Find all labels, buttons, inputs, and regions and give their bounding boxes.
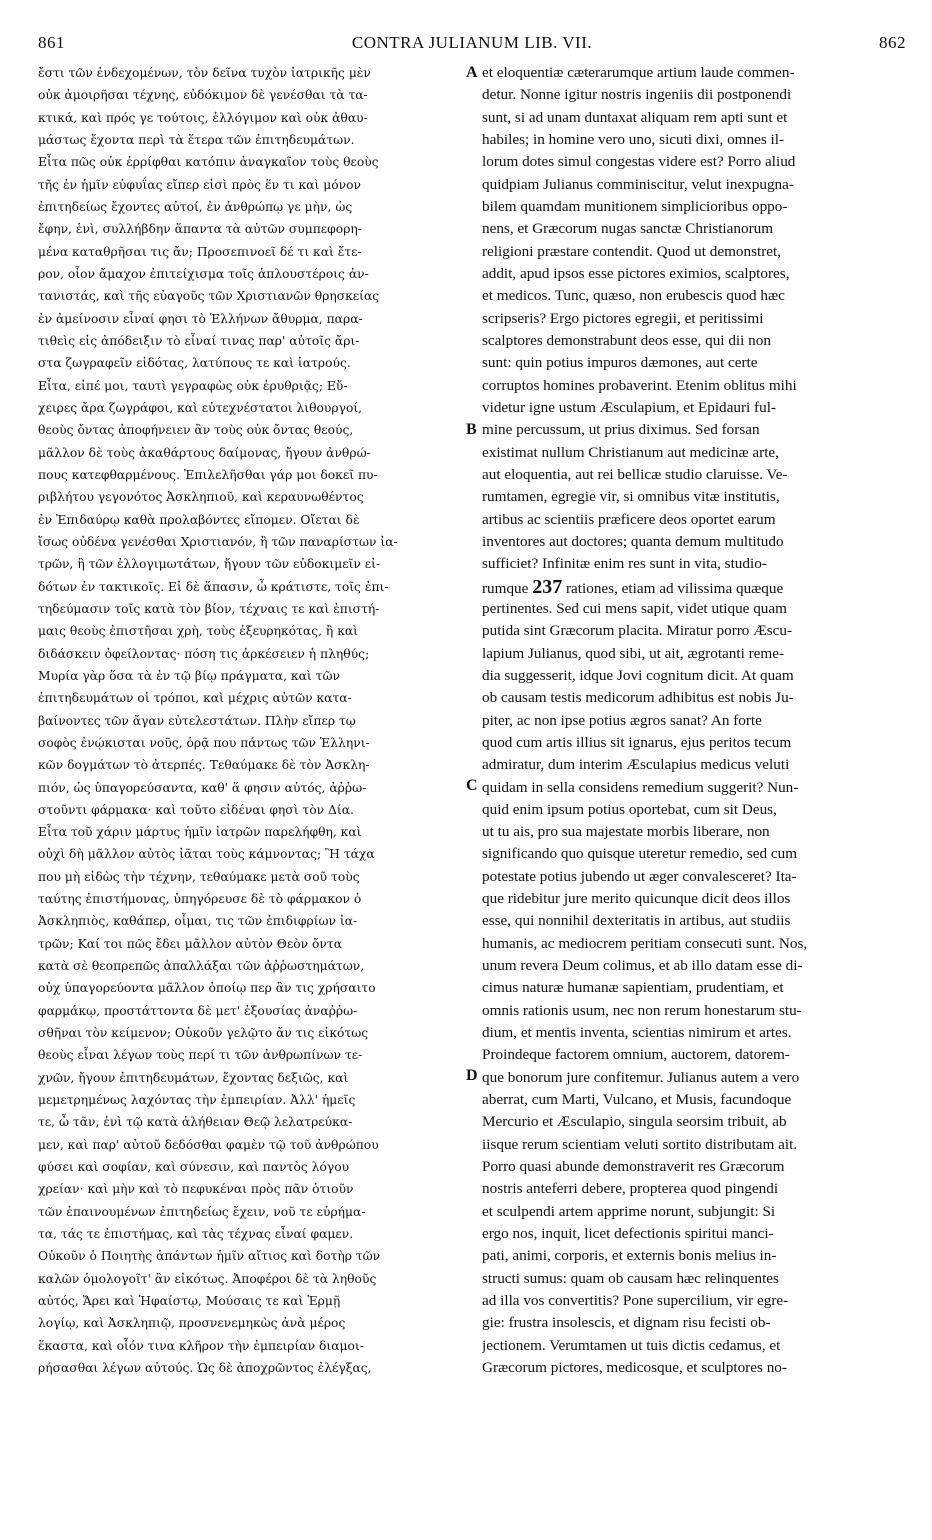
greek-text-line: χειρες ἄρα ζωγράφοι, καὶ εὐτεχνέστατοι λιθουργοί,	[38, 400, 363, 415]
greek-text-line: οὐχ ὑπαγορεύοντα μᾶλλον ὁποίῳ περ ἂν τις χρήσαιτο	[38, 981, 376, 996]
greek-text-line: ἐν ἀμείνοσιν εἶναί φησι τὸ Ἑλλήνων ἄθυρμα, παρα-	[38, 311, 363, 326]
latin-text-line: jectionem. Verumtamen ut tuis dictis cedamus, et	[482, 1336, 781, 1354]
latin-text-line: sunt, si ad unam duntaxat aliquam rem apti sunt et	[482, 108, 788, 126]
latin-text-line: iisque rerum scientiam veluti sortito distributam ait.	[482, 1135, 798, 1153]
latin-text-line: nostris anteferri debere, propterea quod pingendi	[482, 1180, 779, 1198]
latin-text-line: et sculpendi artem apprime norunt, subjungit: Si	[482, 1202, 776, 1220]
latin-text-line: Græcorum pictores, medicosque, et sculptores no-	[482, 1359, 787, 1377]
greek-text-line: κατὰ σὲ θεοπρεπῶς ἀπαλλάξαι τῶν ἀῤῥωστημάτων,	[38, 959, 365, 974]
latin-text-line: Mercurio et Æsculapio, singula seorsim tribuit, ab	[482, 1113, 787, 1131]
greek-text-line: καλῶν ὁμολογοῖτ' ἂν εἰκότως. Ἀποφέροι δὲ τὰ ληθοῦς	[38, 1271, 377, 1286]
greek-text-line: χρείαν· καὶ μὴν καὶ τὸ πεφυκέναι πρὸς πᾶν ὁτιοῦν	[38, 1182, 354, 1197]
latin-text-line: aberrat, cum Marti, Vulcano, et Musis, facundoque	[482, 1091, 792, 1109]
greek-text-line: ἐν Ἐπιδαύρῳ καθὰ προλαβόντες εἴπομεν. Οἴεται δὲ	[38, 512, 360, 527]
greek-text-line: μεν, καὶ παρ' αὐτοῦ δεδόσθαι φαμὲν τῷ τοῦ ἀνθρώπου	[38, 1137, 379, 1152]
section-marker-a: A	[466, 64, 478, 81]
greek-text-line: θεοὺς εἶναι λέγων τοὺς περί τι τῶν ἀνθρωπίνων τε-	[38, 1048, 363, 1063]
greek-text-line: ρήσασθαι λέγων αὐτούς. Ὡς δὲ ἀποχρῶντος ἐλέγξας,	[38, 1361, 372, 1376]
section-marker-c: C	[466, 777, 478, 794]
latin-text-line: sufficiet? Infinitæ enim res sunt in vita, studio-	[482, 555, 767, 573]
folio-number: 237	[532, 575, 563, 598]
greek-text-line: σθῆναι τὸν κείμενον; Οὐκοῦν γελῷτο ἄν τις εἰκότως	[38, 1026, 369, 1041]
latin-text-line: admiratur, dum interim Æsculapius medicus veluti	[482, 756, 790, 774]
latin-text-line: ergo nos, inquit, licet defectionis spiritui manci-	[482, 1225, 774, 1243]
latin-text-line: scripseris? Ergo pictores egregii, et peritissimi	[482, 309, 764, 327]
greek-text-line: ἴσως οὐδένα γενέσθαι Χριστιανόν, ἢ τῶν παναρίστων ἰα-	[38, 534, 398, 549]
greek-text-line: τρῶν, ἢ τῶν ἐλλογιμωτάτων, ἤγουν τῶν εὐδοκιμεῖν εἰ-	[38, 557, 381, 572]
greek-text-line: βαίνοντες τῶν ἄγαν εὐτελεστάτων. Πλὴν εἴπερ τῳ	[38, 713, 356, 728]
greek-text-line: πους κατεφθαρμένους. Ἐπιλελῆσθαι γάρ μοι δοκεῖ πυ-	[38, 467, 378, 482]
latin-text-line: gie: frustra insolescis, et dignam risu fecisti ob-	[482, 1314, 771, 1332]
latin-text-line: ob causam testis medicorum adhibitus est nobis Ju-	[482, 689, 794, 707]
greek-text-line: οὐκ ἀμοιρῆσαι τέχνης, εὐδόκιμον δὲ γενέσθαι τὰ τα-	[38, 88, 368, 103]
latin-text-line: religioni præstare contendit. Quod ut demonstret,	[482, 242, 782, 260]
greek-text-line: στοῦντι φάρμακα· καὶ τοῦτο εἰδέναι φησὶ τὸν Δία.	[38, 802, 354, 817]
greek-text-line: φύσει καὶ σοφίαν, καὶ σύνεσιν, καὶ παντὸς λόγου	[38, 1160, 350, 1175]
latin-text-line: quidpiam Julianus comminiscitur, velut inexpugna-	[482, 175, 794, 193]
latin-text-line: quidam in sella considens remedium suggerit? Nun-	[482, 778, 799, 796]
latin-text-line: nens, et Græcorum nugas sanctæ Christianorum	[482, 220, 774, 238]
greek-text-line: ἔστι τῶν ἐνδεχομένων, τὸν δεῖνα τυχὸν ἰατρικῆς μὲν	[38, 66, 371, 80]
latin-text-line: rumtamen, egregie vir, si omnibus vitæ institutis,	[482, 488, 780, 506]
latin-text-line: dium, et mentis inventa, scientias nimirum et artes.	[482, 1024, 792, 1042]
greek-text-line: οὐχὶ δὴ μᾶλλον αὐτὸς ἰᾶται τοὺς κάμνοντας; Ἢ τάχα	[38, 847, 375, 862]
greek-text-line: διδάσκειν ὀφείλοντας· πόση τις ἀρκέσειεν ἡ πληθύς;	[38, 646, 370, 661]
latin-text-line: pertinentes. Sed cui mens sapit, videt utique quam	[482, 599, 787, 617]
latin-text-line: que bonorum jure confitemur. Julianus autem a vero	[482, 1068, 800, 1086]
greek-text-line: κτικά, καὶ πρός γε τούτοις, ἐλλόγιμον καὶ οὐκ ἀθαυ-	[38, 110, 368, 125]
latin-text-line: omnis rationis usum, nec non rerum honestarum stu-	[482, 1001, 802, 1019]
latin-text-line: bilem quamdam munitionem simplicioribus oppo-	[482, 197, 788, 215]
greek-text-line: μεμετρημένως λαχόντας τὴν ἐμπειρίαν. Ἀλλ' ἡμεῖς	[38, 1093, 356, 1108]
section-marker-d: D	[466, 1067, 478, 1084]
latin-text-line: Porro quasi abunde demonstraverit res Græcorum	[482, 1158, 785, 1176]
greek-text-line: κῶν δογμάτων τὸ ἀτερπές. Τεθαύμακε δὲ τὸν Ἀσκλη-	[38, 758, 370, 773]
greek-text-line: τῶν ἐπαινουμένων ἐπιτηδείως ἔχειν, νοῦ τε εὑρήμα-	[38, 1204, 366, 1219]
greek-text-line: λογίῳ, καὶ Ἀσκληπιῷ, προσνενεμηκὼς ἀνὰ μέρος	[38, 1316, 346, 1331]
latin-text-line: ad illa vos convertitis? Pone supercilium, vir egre-	[482, 1292, 789, 1310]
latin-text-line: putida sint Græcorum placita. Miratur porro Æscu-	[482, 622, 793, 640]
page-number-right: 862	[879, 33, 906, 52]
page-number-left: 861	[38, 33, 65, 52]
greek-text-line: Μυρία γὰρ ὅσα τὰ ἐν τῷ βίῳ πράγματα, καὶ τῶν	[38, 668, 340, 683]
page-header	[38, 33, 906, 57]
latin-text-line: mine percussum, ut prius diximus. Sed forsan	[482, 421, 760, 439]
greek-text-line: χνῶν, ἤγουν ἐπιτηδευμάτων, ἔχοντας δεξιῶς, καὶ	[38, 1070, 349, 1085]
greek-text-line: ἐπιτηδευμάτων οἱ τρόποι, καὶ μέχρις αὐτῶν κατα-	[38, 691, 352, 706]
latin-text-line: detur. Nonne igitur nostris ingeniis dii postponendi	[482, 86, 792, 104]
latin-text-line: piter, ac non ipse potius ægros sanat? An forte	[482, 711, 762, 729]
latin-text-line: corruptos homines probaverint. Etenim oblitus mihi	[482, 376, 797, 394]
greek-text-line: ριβλήτου γεγονότος Ἀσκληπιοῦ, καὶ κεραυνωθέντος	[38, 490, 364, 505]
greek-text-line: αὐτός, Ἄρει καὶ Ἡφαίστῳ, Μούσαις τε καὶ Ἑρμῇ	[38, 1294, 341, 1309]
greek-text-line: πιόν, ὡς ὑπαγορεύσαντα, καθ' ἅ φησιν αὐτός, ἀῤῥω-	[38, 780, 367, 795]
latin-text-line: et medicos. Tunc, quæso, non erubescis quod hæc	[482, 287, 785, 305]
greek-text-line: Ἀσκληπιὸς, καθάπερ, οἶμαι, τις τῶν ἐπιδιφρίων ἰα-	[38, 914, 358, 929]
latin-text-line: aut eloquentia, aut rei bellicæ studio claruisse. Ve-	[482, 465, 788, 483]
latin-text-line: lorum dotes simul congestas videre est? Porro aliud	[482, 153, 796, 171]
latin-text-line: addit, apud ipsos esse pictores eximios, scalptores,	[482, 264, 790, 282]
latin-text-line: ut tu ais, pro sua majestate morbis liberare, non	[482, 823, 770, 841]
latin-text-line: existimat nullum Christianum aut medicinæ arte,	[482, 443, 779, 461]
greek-text-line: μᾶλλον δὲ τοὺς ἀκαθάρτους δαίμονας, ἤγουν ἀνθρώ-	[38, 445, 371, 460]
greek-text-line: ἕκαστα, καὶ οἷόν τινα κλῆρον τὴν ἐμπειρίαν διαμοι-	[38, 1338, 364, 1353]
latin-text-line: lapium Julianus, quod sibi, ut ait, ægrotanti reme-	[482, 644, 785, 662]
latin-text-line: pati, animi, corporis, et externis bonis melius in-	[482, 1247, 777, 1265]
latin-text-line: Proindeque factorem omnium, auctorem, datorem-	[482, 1046, 790, 1064]
latin-text-line: que ridebitur jure merito quicunque dicit deos illos	[482, 890, 791, 908]
latin-column	[482, 62, 908, 1379]
greek-text-line: Εἶτα, εἰπέ μοι, ταυτὶ γεγραφὼς οὐκ ἐρυθριᾷς; Εὔ-	[38, 378, 348, 393]
greek-text-line: φαρμάκῳ, προστάττοντα δὲ μετ' ἐξουσίας ἀναῤῥω-	[38, 1003, 358, 1018]
latin-text-line: quid enim ipsum potius oportebat, cum sit Deus,	[482, 800, 777, 818]
greek-text-line: τιθεὶς εἰς ἀπόδειξιν τὸ εἶναί τινας παρ' αὐτοῖς ἄρι-	[38, 333, 360, 348]
greek-text-line: τῆς ἐν ἡμῖν εὐφυΐας εἴπερ εἰσὶ πρὸς ἕν τι καὶ μόνον	[38, 177, 361, 192]
greek-text-line: ταύτης ἐπιστήμονας, ὑπηγόρευσε δὲ τὸ φάρμακον ὁ	[38, 892, 362, 907]
running-title: CONTRA JULIANUM LIB. VII.	[351, 33, 593, 52]
greek-text-line: Οὐκοῦν ὁ Ποιητὴς ἁπάντων ἡμῖν αἴτιος καὶ δοτὴρ τῶν	[38, 1249, 381, 1264]
greek-text-line: ἐπιτηδείως ἔχοντες αὐτοί, ἐν ἀνθρώπῳ γε μὴν, ὡς	[38, 199, 353, 214]
section-marker-b: B	[466, 421, 477, 438]
latin-text-line: structi sumus: quam ob causam hæc relinquentes	[482, 1269, 779, 1287]
latin-text-line: humanis, ac mediocrem peritiam consecuti sunt. Nos,	[482, 934, 808, 952]
latin-text-line: habiles; in homine vero uno, sicuti dixi, omnes il-	[482, 130, 785, 148]
latin-text-line: rumque 237 rationes, etiam ad vilissima quæque	[482, 575, 784, 598]
greek-text-line: τε, ὦ τᾶν, ἑνὶ τῷ κατὰ ἀλήθειαν Θεῷ λελατρεύκα-	[38, 1115, 353, 1130]
latin-text-line: sunt: quin potius impuros dæmones, aut certe	[482, 354, 758, 372]
greek-text-line: Εἶτα πῶς οὐκ ἐρρίφθαι κατόπιν ἀναγκαῖον τοὺς θεοὺς	[38, 155, 379, 170]
latin-text-line: et eloquentiæ cæterarumque artium laude commen-	[482, 64, 795, 81]
greek-text-line: που μὴ εἰδὼς τὴν τέχνην, τεθαύμακε μετὰ σοῦ τοὺς	[38, 869, 360, 884]
greek-text-line: τρῶν; Καί τοι πῶς ἔδει μᾶλλον αὐτὸν Θεὸν ὄντα	[38, 936, 343, 951]
greek-text-line: τηδεύμασιν τοῖς κατὰ τὸν βίον, τέχναις τε καὶ ἐπιστή-	[38, 601, 380, 616]
greek-text-line: Εἶτα τοῦ χάριν μάρτυς ἡμῖν ἰατρῶν παρελήφθη, καὶ	[38, 825, 362, 840]
latin-text-line: artibus ac scientiis præficere deos oportet earum	[482, 510, 776, 528]
latin-text-line: scalptores demonstrabunt deos esse, qui dii non	[482, 331, 771, 349]
greek-text-line: μάστως ἔχοντα περὶ τὰ ἕτερα τῶν ἐπιτηδευμάτων.	[38, 132, 355, 147]
greek-text-line: ἔφην, ἑνὶ, συλλήβδην ἅπαντα τὰ αὐτῶν συμπεφορη-	[38, 222, 362, 237]
greek-text-line: ρον, οἷον ἄμαχον ἐπιτείχισμα τοῖς ἁπλουστέροις ἀν-	[38, 266, 369, 281]
latin-text-line: esse, qui nonnihil dexteritatis in artibus, aut studiis	[482, 912, 791, 930]
latin-text-line: inventores aut doctores; quanta demum multitudo	[482, 532, 784, 550]
greek-text-line: στα ζωγραφεῖν εἰδότας, λατύπους τε καὶ ἰατρούς.	[38, 356, 351, 371]
greek-text-line: τα, τάς τε ἐπιστήμας, καὶ τὰς τέχνας εἶναί φαμεν.	[38, 1227, 354, 1242]
latin-text-line: potestate potius jubendo ut æger convalesceret? Ita-	[482, 867, 797, 885]
latin-text-line: quod cum artis illius sit ignarus, ejus peritos tecum	[482, 733, 792, 751]
greek-text-line: μαις θεοὺς ἐπιστῆσαι χρὴ, τοὺς ἐξευρηκότας, ἢ καὶ	[38, 624, 359, 639]
latin-text-line: dia suggesserit, idque Jovi cognitum dicit. At quam	[482, 666, 794, 684]
latin-text-line: significando quo quisque uteretur remedio, sed cum	[482, 845, 798, 863]
greek-text-line: τανιστάς, καὶ τῆς εὐαγοῦς τῶν Χριστιανῶν θρησκείας	[38, 289, 380, 304]
latin-text-line: videtur igne ustum Æsculapium, et Epidauri ful-	[482, 398, 776, 416]
greek-text-line: σοφὸς ἐνῴκισται νοῦς, ὁρᾷ που πάντως τῶν Ἑλληνι-	[38, 735, 370, 750]
greek-text-line: μένα καταθρῆσαι τις ἄν; Προσεπινοεῖ δέ τι καὶ ἕτε-	[38, 244, 362, 259]
latin-text-line: cimus naturæ humanæ sapientiam, prudentiam, et	[482, 979, 784, 997]
greek-text-line: θεοὺς ὄντας ἀποφήνειεν ἂν τοὺς οὐκ ὄντας θεούς,	[38, 423, 354, 438]
greek-column	[38, 62, 466, 1379]
greek-text-line: δότων ἐν τακτικοῖς. Εἰ δὲ ἅπασιν, ὦ κράτιστε, τοῖς ἐπι-	[38, 579, 389, 594]
latin-text-line: unum revera Deum colimus, et ab illo datam esse di-	[482, 957, 803, 975]
